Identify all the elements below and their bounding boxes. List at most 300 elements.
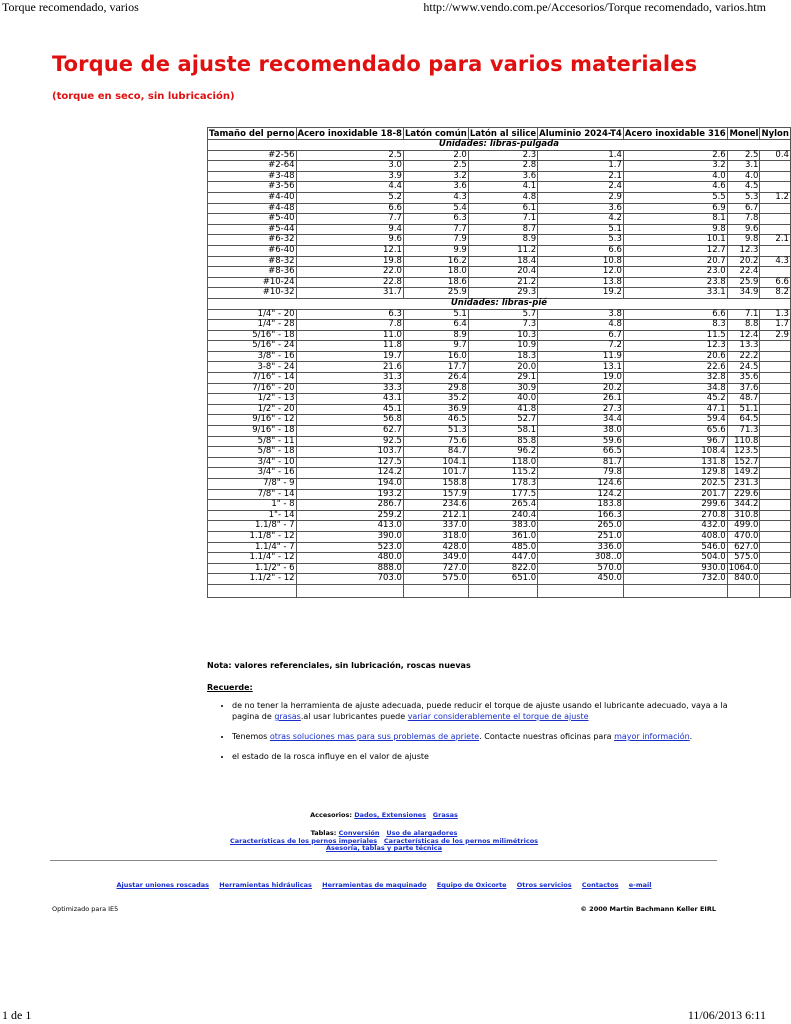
torque-cell: 2.5 xyxy=(296,150,403,161)
table-row xyxy=(208,510,791,521)
torque-cell: 58.1 xyxy=(468,426,537,437)
torque-cell: 96.2 xyxy=(468,447,537,458)
bolt-size-cell: 5/16" - 18 xyxy=(208,330,297,341)
bolt-size-cell: #5-44 xyxy=(208,224,297,235)
torque-cell: 7.1 xyxy=(468,214,537,225)
bolt-size-cell: #8-32 xyxy=(208,256,297,267)
torque-cell: 131.8 xyxy=(623,457,727,468)
torque-cell: 20.2 xyxy=(538,383,624,394)
bolt-size-cell: #6-32 xyxy=(208,235,297,246)
torque-cell: 3.8 xyxy=(538,309,624,320)
bolt-size-cell: 1/2" - 20 xyxy=(208,404,297,415)
torque-cell: 20.4 xyxy=(468,267,537,278)
table-row xyxy=(208,574,791,585)
bolt-size-cell: 5/8" - 18 xyxy=(208,447,297,458)
torque-cell xyxy=(760,531,790,542)
empty-cell xyxy=(296,584,403,597)
torque-cell: 234.6 xyxy=(403,500,468,511)
torque-cell: 259.2 xyxy=(296,510,403,521)
torque-cell: 10.9 xyxy=(468,341,537,352)
torque-cell: 17.7 xyxy=(403,362,468,373)
torque-cell: 231.3 xyxy=(727,479,760,490)
torque-cell: 11.9 xyxy=(538,351,624,362)
torque-cell: 16.0 xyxy=(403,351,468,362)
page-subtitle: (torque en seco, sin lubricación) xyxy=(52,91,235,102)
torque-cell: 124.6 xyxy=(538,479,624,490)
torque-cell xyxy=(760,574,790,585)
list-item: • de no tener la herramienta de ajuste adecuada, puede reducir el torque de ajuste usando el lubricante adecuado, vaya a la pagina de grasas.al usar lubricantes puede variar considerablemente el torque de ajuste xyxy=(232,700,732,722)
bolt-size-cell: 7/8" - 9 xyxy=(208,479,297,490)
torque-cell: 193.2 xyxy=(296,489,403,500)
torque-cell xyxy=(760,510,790,521)
other-solutions-link[interactable]: otras soluciones mas para sus problemas de apriete xyxy=(269,732,480,741)
bolt-size-cell: 1/4" - 20 xyxy=(208,309,297,320)
torque-cell: 18.4 xyxy=(468,256,537,267)
torque-cell: 26.1 xyxy=(538,394,624,405)
table-row xyxy=(208,161,791,172)
bolt-size-cell: 1.1/8" - 12 xyxy=(208,531,297,542)
torque-cell: 485.0 xyxy=(468,542,537,553)
empty-row xyxy=(208,584,791,597)
torque-cell: 9.6 xyxy=(296,235,403,246)
torque-cell: 52.7 xyxy=(468,415,537,426)
torque-cell: 299.6 xyxy=(623,500,727,511)
alargadores-link[interactable]: Uso de alargadores xyxy=(386,829,458,837)
bolt-size-cell: 5/8" - 11 xyxy=(208,436,297,447)
torque-cell: 4.2 xyxy=(538,214,624,225)
grasas-accessory-link[interactable]: Grasas xyxy=(432,811,458,819)
unit-row xyxy=(208,140,791,151)
torque-cell: 9.6 xyxy=(727,224,760,235)
table-row xyxy=(208,192,791,203)
torque-cell: 30.9 xyxy=(468,383,537,394)
torque-cell: 16.2 xyxy=(403,256,468,267)
torque-cell: 12.7 xyxy=(623,245,727,256)
torque-cell xyxy=(760,203,790,214)
torque-cell: 124.2 xyxy=(538,489,624,500)
torque-cell: 33.1 xyxy=(623,288,727,299)
torque-cell: 22.8 xyxy=(296,277,403,288)
table-row xyxy=(208,171,791,182)
torque-cell: 152.7 xyxy=(727,457,760,468)
torque-cell: 840.0 xyxy=(727,574,760,585)
torque-cell: 62.7 xyxy=(296,426,403,437)
torque-cell: 286.7 xyxy=(296,500,403,511)
torque-cell: 123.5 xyxy=(727,447,760,458)
torque-cell: 2.9 xyxy=(538,192,624,203)
bolt-size-cell: 1.1/2" - 12 xyxy=(208,574,297,585)
divider xyxy=(50,860,717,861)
torque-cell: 21.2 xyxy=(468,277,537,288)
torque-cell xyxy=(760,341,790,352)
torque-cell: 3.6 xyxy=(468,171,537,182)
torque-cell: 38.0 xyxy=(538,426,624,437)
torque-cell: 103.7 xyxy=(296,447,403,458)
torque-cell: 1.7 xyxy=(538,161,624,172)
torque-cell xyxy=(760,521,790,532)
col-header: Nylon xyxy=(761,129,789,139)
torque-cell: 96.7 xyxy=(623,436,727,447)
table-row xyxy=(208,362,791,373)
torque-cell xyxy=(760,161,790,172)
torque-cell xyxy=(760,224,790,235)
torque-cell: 1.2 xyxy=(760,192,790,203)
nav-link[interactable]: Equipo de Oxicorte xyxy=(436,881,507,889)
torque-cell: 23.8 xyxy=(623,277,727,288)
nav-link[interactable]: Contactos xyxy=(581,881,619,889)
print-header-url: http://www.vendo.com.pe/Accesorios/Torque recomendado, varios.htm xyxy=(423,0,766,14)
torque-cell: 183.8 xyxy=(538,500,624,511)
torque-cell: 2.4 xyxy=(538,182,624,193)
bolt-size-cell: #3-56 xyxy=(208,182,297,193)
torque-cell: 33.3 xyxy=(296,383,403,394)
torque-cell: 40.0 xyxy=(468,394,537,405)
torque-cell: 6.6 xyxy=(296,203,403,214)
torque-cell: 25.9 xyxy=(727,277,760,288)
torque-cell: 6.6 xyxy=(623,309,727,320)
torque-cell: 2.5 xyxy=(727,150,760,161)
torque-cell: 523.0 xyxy=(296,542,403,553)
torque-cell: 4.5 xyxy=(727,182,760,193)
torque-cell: 3.0 xyxy=(296,161,403,172)
torque-cell: 104.1 xyxy=(403,457,468,468)
torque-cell: 22.2 xyxy=(727,351,760,362)
torque-cell: 3.2 xyxy=(623,161,727,172)
torque-cell: 9.8 xyxy=(623,224,727,235)
torque-cell: 5.3 xyxy=(538,235,624,246)
table-row xyxy=(208,521,791,532)
torque-cell: 6.6 xyxy=(538,245,624,256)
torque-cell: 64.5 xyxy=(727,415,760,426)
print-datetime: 11/06/2013 6:11 xyxy=(687,1008,766,1022)
torque-cell: 101.7 xyxy=(403,468,468,479)
torque-cell: 308..0 xyxy=(538,553,624,564)
torque-cell: 149.2 xyxy=(727,468,760,479)
table-row xyxy=(208,267,791,278)
torque-cell: 4.6 xyxy=(623,182,727,193)
torque-cell: 627.0 xyxy=(727,542,760,553)
col-header: Monel xyxy=(727,128,760,140)
table-row xyxy=(208,235,791,246)
torque-cell: 75.6 xyxy=(403,436,468,447)
torque-cell: 45.2 xyxy=(623,394,727,405)
torque-cell: 3.2 xyxy=(403,171,468,182)
note: Nota: valores referenciales, sin lubricación, roscas nuevas xyxy=(207,661,471,670)
torque-cell: 11.5 xyxy=(623,330,727,341)
table-row xyxy=(208,373,791,384)
torque-cell: 127.5 xyxy=(296,457,403,468)
torque-cell: 66.5 xyxy=(538,447,624,458)
torque-cell: 3.1 xyxy=(727,161,760,172)
torque-cell: 13.8 xyxy=(538,277,624,288)
torque-cell: 27.3 xyxy=(538,404,624,415)
torque-cell: 45.1 xyxy=(296,404,403,415)
torque-cell xyxy=(760,171,790,182)
torque-cell: 310.8 xyxy=(727,510,760,521)
more-info-link[interactable]: mayor información xyxy=(614,732,690,741)
imperial-bolts-link[interactable]: Características de los pernos imperiales xyxy=(229,836,378,845)
torque-cell: 7.3 xyxy=(468,320,537,331)
bolt-size-cell: #3-48 xyxy=(208,171,297,182)
print-footer xyxy=(2,1008,766,1024)
torque-cell: 81.7 xyxy=(538,457,624,468)
torque-cell xyxy=(760,415,790,426)
torque-cell xyxy=(760,542,790,553)
torque-cell: 499.0 xyxy=(727,521,760,532)
bottom-nav xyxy=(0,881,768,889)
empty-cell xyxy=(623,584,727,597)
print-header xyxy=(2,0,766,16)
torque-cell: 177.5 xyxy=(468,489,537,500)
bolt-size-cell: #2-56 xyxy=(208,150,297,161)
torque-cell: 2.0 xyxy=(403,150,468,161)
torque-cell: 1.7 xyxy=(760,320,790,331)
torque-cell: 9.4 xyxy=(296,224,403,235)
torque-cell: 20.2 xyxy=(727,256,760,267)
torque-cell: 24.5 xyxy=(727,362,760,373)
copyright: © 2000 Martin Bachmann Keller EIRL xyxy=(580,905,716,913)
torque-cell: 3.6 xyxy=(403,182,468,193)
torque-cell: 36.9 xyxy=(403,404,468,415)
table-row xyxy=(208,489,791,500)
remember-heading: Recuerde: xyxy=(207,683,253,692)
torque-cell: 31.7 xyxy=(296,288,403,299)
tables-links: Tablas: Conversión Uso de alargadores Características de los pernos imperiales Características de los pernos milimétricos Asesoría, tablas y parte técnica xyxy=(229,829,539,852)
torque-cell: 59.6 xyxy=(538,436,624,447)
torque-cell: 65.6 xyxy=(623,426,727,437)
torque-cell: 546.0 xyxy=(623,542,727,553)
torque-cell: 18.0 xyxy=(403,267,468,278)
bolt-size-cell: 7/8" - 14 xyxy=(208,489,297,500)
torque-cell: 178.3 xyxy=(468,479,537,490)
torque-cell: 2.1 xyxy=(760,235,790,246)
torque-cell: 84.7 xyxy=(403,447,468,458)
advisory-link[interactable]: Asesoría, tablas y parte técnica xyxy=(325,844,443,852)
torque-cell xyxy=(760,436,790,447)
bolt-size-cell: 1/2" - 13 xyxy=(208,394,297,405)
torque-cell: 10.8 xyxy=(538,256,624,267)
torque-cell: 5.7 xyxy=(468,309,537,320)
torque-cell: 13.3 xyxy=(727,341,760,352)
bolt-size-cell: #4-40 xyxy=(208,192,297,203)
torque-cell: 51.3 xyxy=(403,426,468,437)
nav-link[interactable]: Herramientas de maquinado xyxy=(322,881,427,889)
table-header-row xyxy=(208,128,791,140)
torque-variation-link[interactable]: variar considerablemente el torque de ajuste xyxy=(407,712,589,721)
torque-cell: 2.9 xyxy=(760,330,790,341)
torque-cell: 470.0 xyxy=(727,531,760,542)
table-row xyxy=(208,277,791,288)
col-header: Latón común xyxy=(404,129,467,139)
torque-cell: 344.2 xyxy=(727,500,760,511)
table-row xyxy=(208,447,791,458)
torque-cell: 85.8 xyxy=(468,436,537,447)
torque-cell: 4.8 xyxy=(468,192,537,203)
bolt-size-cell: 3-8" - 24 xyxy=(208,362,297,373)
table-row xyxy=(208,256,791,267)
bolt-size-cell: 3/4" - 16 xyxy=(208,468,297,479)
torque-cell: 651.0 xyxy=(468,574,537,585)
bolt-size-cell: 3/8" - 16 xyxy=(208,351,297,362)
torque-cell: 166.3 xyxy=(538,510,624,521)
torque-cell: 3.9 xyxy=(296,171,403,182)
empty-cell xyxy=(760,584,790,597)
torque-cell: 12.3 xyxy=(727,245,760,256)
torque-cell: 108.4 xyxy=(623,447,727,458)
bolt-size-cell: 9/16" - 18 xyxy=(208,426,297,437)
unit-label: Unidades: libras-pié xyxy=(208,298,791,309)
torque-cell: 6.6 xyxy=(760,277,790,288)
torque-cell: 7.1 xyxy=(727,309,760,320)
grasas-link[interactable]: grasas xyxy=(274,712,301,721)
torque-cell: 4.0 xyxy=(623,171,727,182)
table-row xyxy=(208,457,791,468)
torque-cell xyxy=(760,245,790,256)
bolt-size-cell: 1/4" - 28 xyxy=(208,320,297,331)
col-header: Aluminio 2024-T4 xyxy=(539,129,622,139)
empty-cell xyxy=(727,584,760,597)
torque-cell: 8.8 xyxy=(727,320,760,331)
table-row xyxy=(208,203,791,214)
torque-cell: 29.3 xyxy=(468,288,537,299)
dados-link[interactable]: Dados, Extensiones xyxy=(354,811,426,819)
table-row xyxy=(208,214,791,225)
torque-cell xyxy=(760,563,790,574)
torque-cell: 21.6 xyxy=(296,362,403,373)
torque-cell: 115.2 xyxy=(468,468,537,479)
nav-link[interactable]: Ajustar uniones roscadas xyxy=(116,881,210,889)
torque-cell xyxy=(760,489,790,500)
torque-cell: 6.3 xyxy=(296,309,403,320)
torque-cell: 2.8 xyxy=(468,161,537,172)
table-row xyxy=(208,553,791,564)
torque-cell xyxy=(760,394,790,405)
print-header-title: Torque recomendado, varios xyxy=(2,0,139,14)
list-item: • Tenemos otras soluciones mas para sus problemas de apriete. Contacte nuestras oficinas para mayor información. xyxy=(232,731,732,742)
torque-cell: 11.2 xyxy=(468,245,537,256)
table-row xyxy=(208,224,791,235)
torque-cell: 12.3 xyxy=(623,341,727,352)
torque-cell xyxy=(760,267,790,278)
torque-cell: 8.7 xyxy=(468,224,537,235)
torque-cell: 43.1 xyxy=(296,394,403,405)
bolt-size-cell: #4-48 xyxy=(208,203,297,214)
torque-cell xyxy=(760,351,790,362)
torque-cell: 9.9 xyxy=(403,245,468,256)
torque-cell: 450.0 xyxy=(538,574,624,585)
torque-cell: 26.4 xyxy=(403,373,468,384)
page-number: 1 de 1 xyxy=(2,1008,32,1022)
bolt-size-cell: 1" - 8 xyxy=(208,500,297,511)
torque-cell: 22.6 xyxy=(623,362,727,373)
torque-cell: 390.0 xyxy=(296,531,403,542)
email-link[interactable]: e-mail xyxy=(628,881,652,889)
torque-cell: 8.1 xyxy=(623,214,727,225)
torque-cell xyxy=(760,553,790,564)
torque-cell: 732.0 xyxy=(623,574,727,585)
torque-cell: 5.5 xyxy=(623,192,727,203)
torque-cell: 1.3 xyxy=(760,309,790,320)
torque-cell: 408.0 xyxy=(623,531,727,542)
torque-cell: 7.8 xyxy=(296,320,403,331)
torque-cell: 5.1 xyxy=(538,224,624,235)
table-row xyxy=(208,351,791,362)
table-row xyxy=(208,436,791,447)
accessories-links: Accesorios: Dados, Extensiones Grasas xyxy=(310,811,458,819)
torque-cell: 47.1 xyxy=(623,404,727,415)
torque-cell: 3.6 xyxy=(538,203,624,214)
torque-cell: 2.1 xyxy=(538,171,624,182)
torque-cell: 240.4 xyxy=(468,510,537,521)
torque-cell: 23.0 xyxy=(623,267,727,278)
torque-cell: 18.6 xyxy=(403,277,468,288)
torque-cell: 383.0 xyxy=(468,521,537,532)
torque-cell: 8.9 xyxy=(468,235,537,246)
torque-cell: 157.9 xyxy=(403,489,468,500)
nav-link[interactable]: Otros servicios xyxy=(516,881,572,889)
torque-cell: 32.8 xyxy=(623,373,727,384)
bolt-size-cell: #8-36 xyxy=(208,267,297,278)
torque-cell: 251.0 xyxy=(538,531,624,542)
empty-cell xyxy=(403,584,468,597)
table-row xyxy=(208,383,791,394)
torque-cell: 6.1 xyxy=(468,203,537,214)
bolt-size-cell: 7/16" - 20 xyxy=(208,383,297,394)
torque-cell: 13.1 xyxy=(538,362,624,373)
torque-cell xyxy=(760,214,790,225)
torque-cell: 46.5 xyxy=(403,415,468,426)
table-row xyxy=(208,542,791,553)
torque-cell: 4.3 xyxy=(403,192,468,203)
bolt-size-cell: 1.1/8" - 7 xyxy=(208,521,297,532)
torque-cell: 8.9 xyxy=(403,330,468,341)
torque-cell: 7.7 xyxy=(403,224,468,235)
table-row xyxy=(208,341,791,352)
torque-cell: 19.7 xyxy=(296,351,403,362)
table-row xyxy=(208,479,791,490)
torque-cell: 413.0 xyxy=(296,521,403,532)
torque-cell: 5.2 xyxy=(296,192,403,203)
table-row xyxy=(208,500,791,511)
torque-cell: 822.0 xyxy=(468,563,537,574)
torque-cell: 2.5 xyxy=(403,161,468,172)
bolt-size-cell: 1.1/4" - 7 xyxy=(208,542,297,553)
torque-cell: 2.3 xyxy=(468,150,537,161)
torque-cell: 8.3 xyxy=(623,320,727,331)
bolt-size-cell: 1.1/4" - 12 xyxy=(208,553,297,564)
table-row xyxy=(208,563,791,574)
torque-cell: 29.1 xyxy=(468,373,537,384)
tips-list xyxy=(218,697,732,771)
metric-bolts-link[interactable]: Características de los pernos milimétricos xyxy=(383,836,539,845)
table-row xyxy=(208,404,791,415)
torque-cell: 34.4 xyxy=(538,415,624,426)
bolt-size-cell: 1"- 14 xyxy=(208,510,297,521)
nav-link[interactable]: Herramientas hidráulicas xyxy=(219,881,312,889)
torque-cell: 11.8 xyxy=(296,341,403,352)
torque-cell: 12.0 xyxy=(538,267,624,278)
conversion-link[interactable]: Conversión xyxy=(338,829,380,837)
torque-cell: 703.0 xyxy=(296,574,403,585)
empty-cell xyxy=(538,584,624,597)
torque-cell: 5.1 xyxy=(403,309,468,320)
torque-cell: 570.0 xyxy=(538,563,624,574)
torque-cell: 8.2 xyxy=(760,288,790,299)
torque-cell: 35.2 xyxy=(403,394,468,405)
bolt-size-cell: #10-24 xyxy=(208,277,297,288)
torque-table xyxy=(207,127,791,598)
torque-cell: 51.1 xyxy=(727,404,760,415)
